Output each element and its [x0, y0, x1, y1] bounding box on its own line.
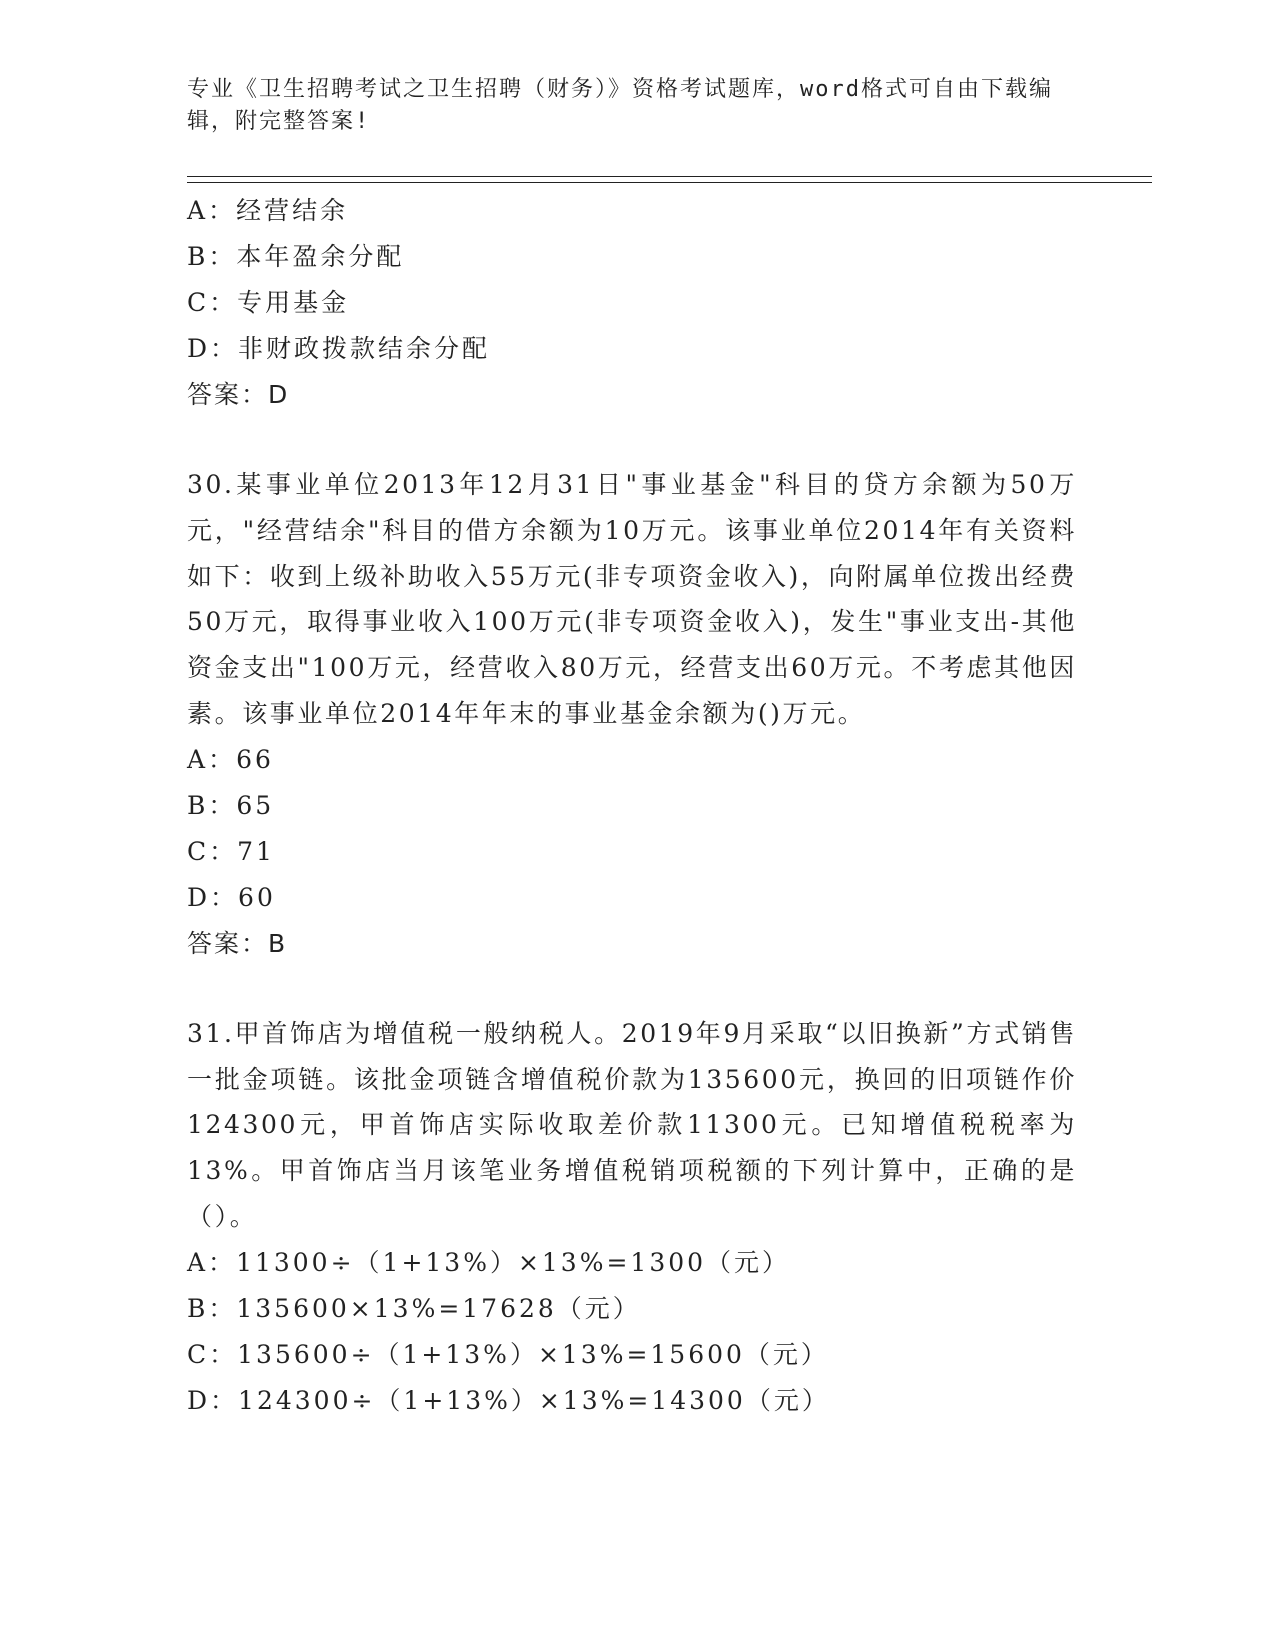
question-31 [187, 1011, 1077, 1424]
option-a [187, 1240, 1077, 1286]
option-text: 71 [237, 836, 275, 866]
question-30 [187, 462, 1077, 967]
option-label: D： [187, 882, 239, 912]
prev-question-options [187, 188, 1077, 418]
page-header: 专业《卫生招聘考试之卫生招聘（财务）》资格考试题库，word格式可自由下载编辑，附完整答案! [187, 77, 1053, 134]
option-b [187, 234, 1077, 280]
option-d [187, 326, 1077, 372]
option-a [187, 737, 1077, 783]
option-text: 11300÷（1+13%）×13%=1300（元） [236, 1247, 791, 1277]
option-label: B： [187, 790, 237, 820]
header-divider [187, 176, 1152, 183]
option-text: 本年盈余分配 [236, 242, 405, 271]
option-label: A： [187, 196, 237, 225]
option-label: C： [187, 1339, 238, 1369]
option-b [187, 783, 1077, 829]
option-label: B： [187, 1293, 237, 1323]
answer-line: 答案：B [187, 928, 288, 958]
option-text: 135600÷（1+13%）×13%=15600（元） [237, 1339, 829, 1369]
option-text: 135600×13%=17628（元） [236, 1293, 641, 1323]
option-label: C： [187, 288, 238, 317]
option-label: A： [187, 1247, 237, 1277]
option-text: 60 [238, 882, 276, 912]
option-a [187, 188, 1077, 234]
option-d [187, 1378, 1077, 1424]
option-c [187, 1332, 1077, 1378]
option-label: B： [187, 242, 237, 271]
option-label: D： [187, 334, 239, 363]
question-stem: 30.某事业单位2013年12月31日"事业基金"科目的贷方余额为50万元，"经营结余"科目的借方余额为10万元。该事业单位2014年有关资料如下：收到上级补助收入55万元(非专项资金收入)，向附属单位拨出经费50万元，取得事业收入100万元(非专项资金收入)，发生"事业支出-其他资金支出"100万元，经营收入80万元，经营支出60万元。不考虑其他因素。该事业单位2014年年末的事业基金余额为()万元。 [187, 470, 1077, 728]
answer-line: 答案：D [187, 380, 290, 409]
option-label: C： [187, 836, 238, 866]
question-content [187, 188, 1077, 1424]
option-text: 65 [236, 790, 275, 820]
option-b [187, 1286, 1077, 1332]
option-text: 非财政拨款结余分配 [238, 334, 491, 363]
option-text: 经营结余 [236, 196, 349, 225]
option-d [187, 875, 1077, 921]
option-c [187, 280, 1077, 326]
option-text: 124300÷（1+13%）×13%=14300（元） [238, 1385, 830, 1415]
question-stem: 31.甲首饰店为增值税一般纳税人。2019年9月采取“以旧换新”方式销售一批金项链。该批金项链含增值税价款为135600元，换回的旧项链作价124300元，甲首饰店实际收取差价款11300元。已知增值税税率为13%。甲首饰店当月该笔业务增值税销项税额的下列计算中，正确的是（）。 [187, 1018, 1077, 1231]
option-c [187, 829, 1077, 875]
option-text: 66 [236, 744, 274, 774]
option-label: A： [187, 744, 237, 774]
option-label: D： [187, 1385, 239, 1415]
option-text: 专用基金 [237, 288, 350, 317]
